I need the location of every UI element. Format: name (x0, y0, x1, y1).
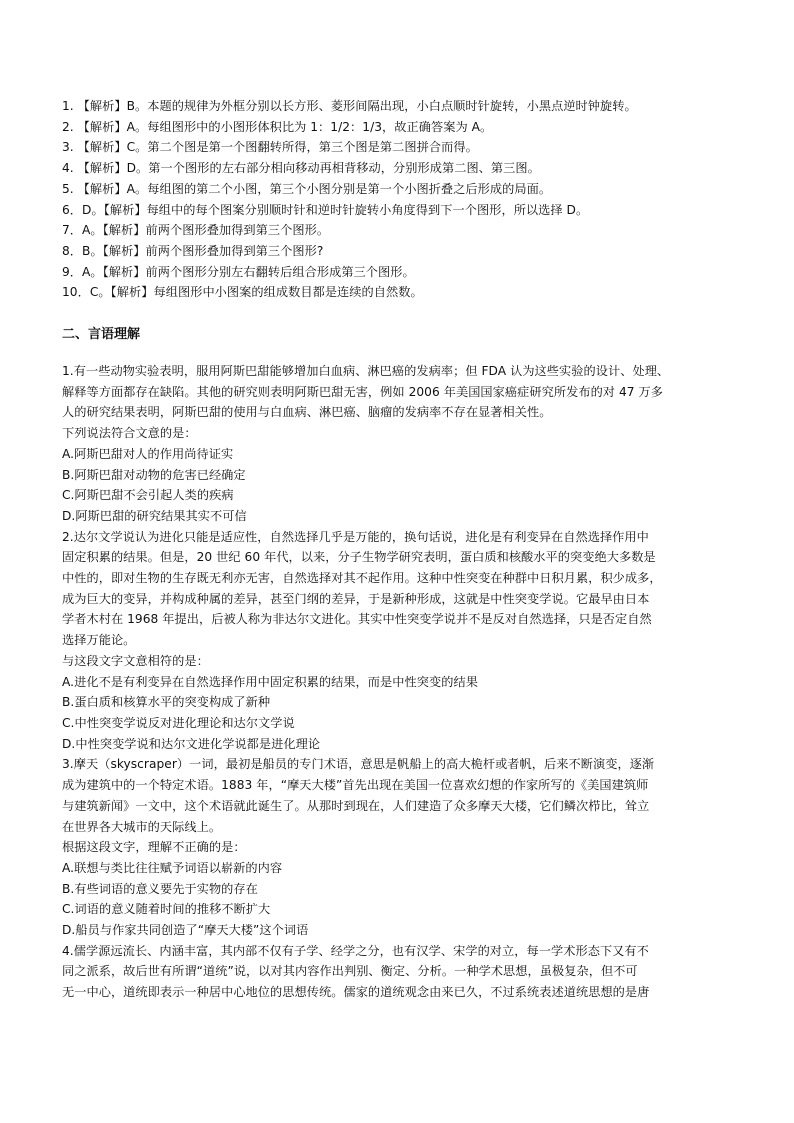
answer-line: 2. 【解析】A。每组图形中的小图形体积比为 1：1/2：1/3，故正确答案为 A。 (62, 119, 493, 134)
option-c: C.中性突变学说反对进化理论和达尔文学说 (62, 715, 295, 730)
section-title: 二、言语理解 (62, 327, 141, 343)
answer-line: 6．D。【解析】每组中的每个图案分别顺时针和逆时针旋转小角度得到下一个图形，所以选择 D。 (62, 202, 589, 217)
question-text-line: 同之派系，故后世有所谓“道统”说，以对其内容作出判别、衡定、分析。一种学术思想，虽极复杂，但不可 (62, 964, 638, 979)
question-1 (62, 361, 742, 527)
question-list (62, 361, 742, 1003)
option-a: A.进化不是有利变异在自然选择作用中固定积累的结果，而是中性突变的结果 (62, 674, 478, 689)
question-text-line: 成为建筑中的一个特定术语。1883 年，“摩天大楼”首先出现在美国一位喜欢幻想的作家所写的《美国建筑师 (62, 778, 649, 793)
answer-line: 5. 【解析】A。每组图的第二个小图，第三个小图分别是第一个小图折叠之后形成的局面。 (62, 181, 552, 196)
option-a: A.阿斯巴甜对人的作用尚待证实 (62, 446, 234, 461)
document-page (62, 96, 742, 1003)
option-b: B.蛋白质和核算水平的突变构成了新种 (62, 695, 271, 710)
answer-line: 9．A。【解析】前两个图形分别左右翻转后组合形成第三个图形。 (62, 264, 415, 279)
question-4 (62, 941, 742, 1003)
answer-line: 1. 【解析】B。本题的规律为外框分别以长方形、菱形间隔出现，小白点顺时针旋转，小黑点逆时钟旋转。 (62, 99, 637, 113)
question-text-line: 无一中心，道统即表示一种居中心地位的思想传统。儒家的道统观念由来已久，不过系统表述道统思想的是唐 (62, 985, 650, 1000)
question-text-line: 4.儒学源远流长、内涵丰富，其内部不仅有子学、经学之分，也有汉学、宋学的对立，每一学术形态下又有不 (62, 943, 649, 958)
option-c: C.阿斯巴甜不会引起人类的疾病 (62, 488, 234, 503)
question-text-line: 学者木村在 1968 年提出，后被人称为非达尔文进化。其实中性突变学说并不是反对自然选择，只是否定自然 (62, 612, 652, 627)
option-a: A.联想与类比往往赋予词语以崭新的内容 (62, 860, 283, 875)
answer-line: 7．A。【解析】前两个图形叠加得到第三个图形。 (62, 223, 330, 238)
question-text-line: 成为巨大的变异，并构成种属的差异，甚至门纲的差异，于是新种形成，这就是中性突变学说。它最早由日本 (62, 591, 650, 606)
question-text-line: 中性的，即对生物的生存既无利亦无害，自然选择对其不起作用。这种中性突变在种群中日积月累，积少成多， (62, 571, 662, 586)
option-d: D.阿斯巴甜的研究结果其实不可信 (62, 508, 247, 523)
question-text-line: 固定积累的结果。但是，20 世纪 60 年代，以来，分子生物学研究表明，蛋白质和核酸水平的突变绝大多数是 (62, 550, 656, 565)
option-d: D.中性突变学说和达尔文进化学说都是进化理论 (62, 736, 321, 751)
question-prompt: 与这段文字文意相符的是： (62, 653, 209, 668)
question-text-line: 与建筑新闻》一文中，这个术语就此诞生了。从那时到现在，人们建造了众多摩天大楼，它们鳞次栉比，耸立 (62, 798, 650, 813)
answer-key-list (62, 96, 742, 303)
question-text-line: 解释等方面都存在缺陷。其他的研究则表明阿斯巴甜无害，例如 2006 年美国国家癌症研究所发布的对 47 万多 (62, 384, 663, 399)
option-b: B.阿斯巴甜对动物的危害已经确定 (62, 467, 246, 482)
option-c: C.词语的意义随着时间的推移不断扩大 (62, 902, 271, 917)
question-text-line: 3.摩天（skyscraper）一词，最初是船员的专门术语，意思是帆船上的高大桅杆或者帆，后来不断演变，逐渐 (62, 757, 655, 772)
answer-line: 10．C。【解析】每组图形中小图案的组成数目都是连续的自然数。 (62, 285, 423, 300)
answer-line: 4. 【解析】D。第一个图形的左右部分相向移动再相背移动，分别形成第二图、第三图。 (62, 161, 540, 176)
section-heading (62, 325, 742, 345)
option-b: B.有些词语的意义要先于实物的存在 (62, 881, 258, 896)
question-text-line: 在世界各大城市的天际线上。 (62, 819, 222, 834)
question-prompt: 下列说法符合文意的是： (62, 426, 197, 441)
answer-line: 3. 【解析】C。第二个图是第一个图翻转所得，第三个图是第二图拼合而得。 (62, 140, 478, 155)
question-text-line: 2.达尔文学说认为进化只能是适应性，自然选择几乎是万能的，换句话说，进化是有利变异在自然选择作用中 (62, 529, 649, 544)
question-2 (62, 527, 742, 755)
question-text-line: 1.有一些动物实验表明，服用阿斯巴甜能够增加白血病、淋巴癌的发病率；但 FDA 认为这些实验的设计、处理、 (62, 364, 670, 379)
question-text-line: 选择万能论。 (62, 633, 136, 648)
answer-line: 8．B。【解析】前两个图形叠加得到第三个图形? (62, 243, 324, 258)
question-3 (62, 754, 742, 940)
option-d: D.船员与作家共同创造了“摩天大楼”这个词语 (62, 923, 309, 938)
question-text-line: 人的研究结果表明，阿斯巴甜的使用与白血病、淋巴癌、脑瘤的发病率不存在显著相关性。 (62, 405, 552, 420)
question-prompt: 根据这段文字，理解不正确的是： (62, 840, 246, 855)
